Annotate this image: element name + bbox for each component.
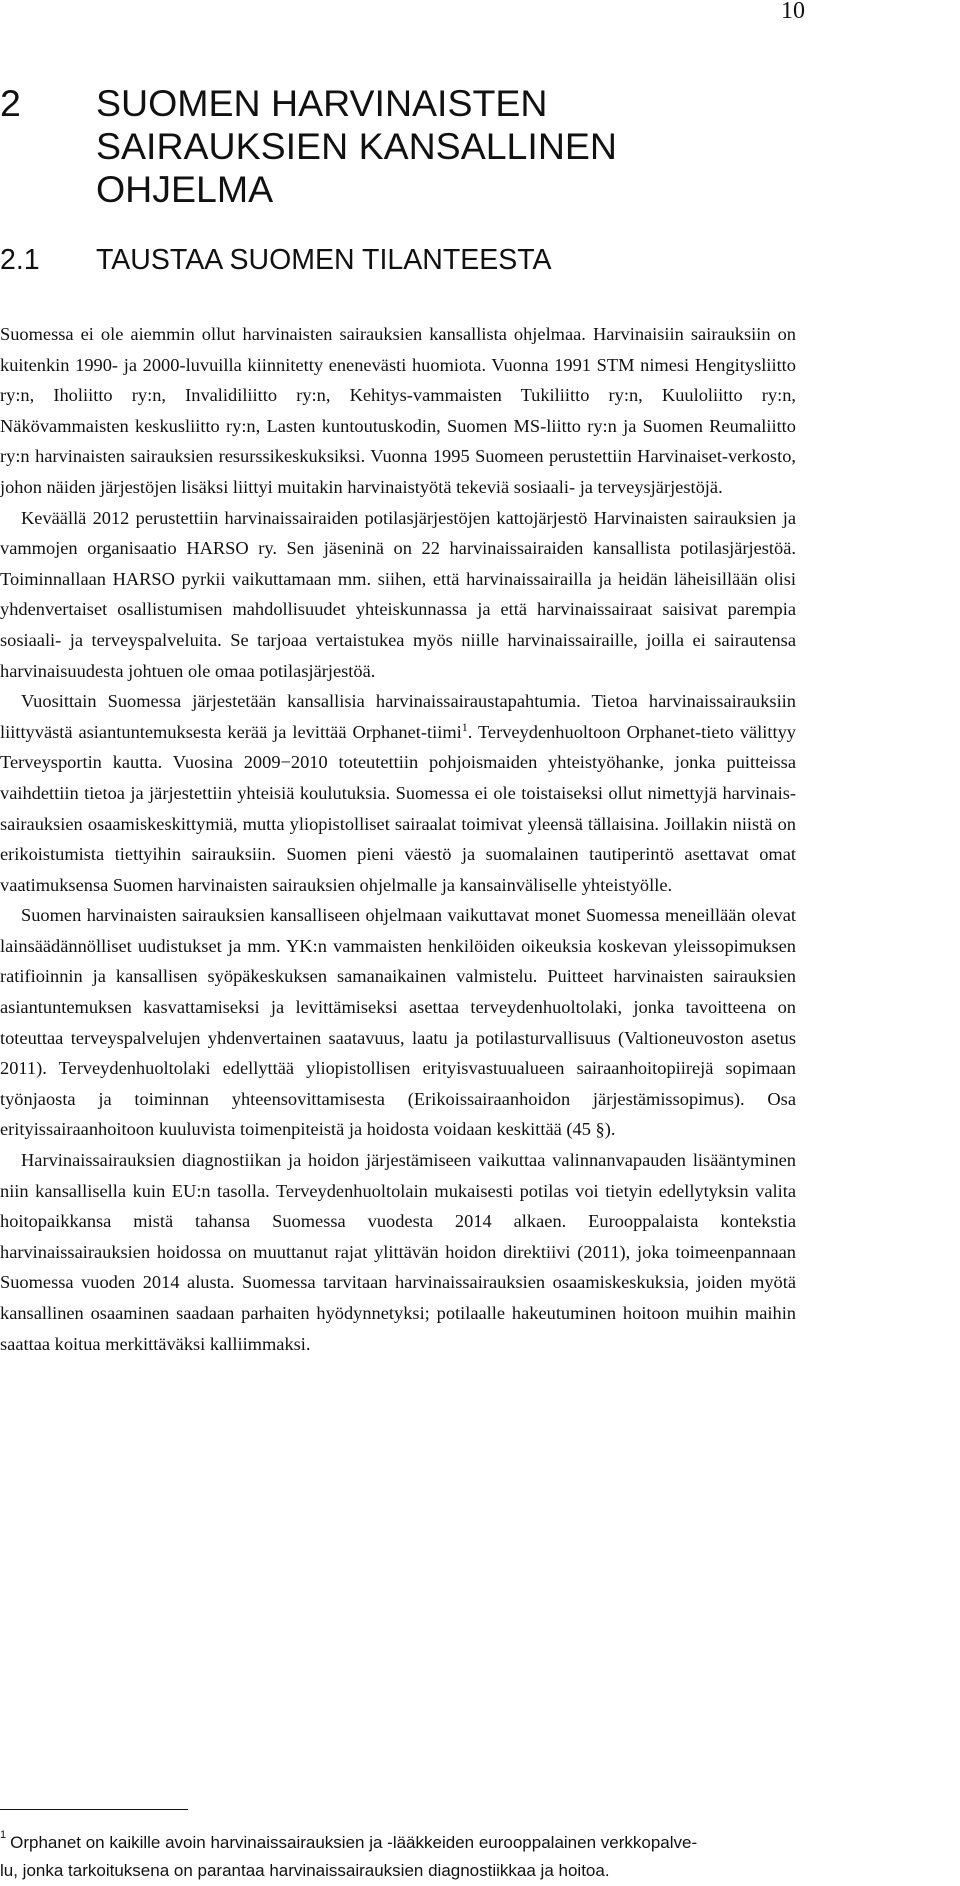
chapter-number: 2 — [0, 82, 21, 124]
body-text — [0, 319, 796, 1359]
footnote-marker: 1 — [0, 1829, 7, 1841]
page-number: 10 — [781, 0, 805, 24]
chapter-title-line: SAIRAUKSIEN KANSALLINEN — [96, 125, 618, 167]
footnote-line — [0, 1821, 796, 1857]
footnote-text: Orphanet on kaikille avoin harvinaissairauksien ja -lääkkeiden eurooppalainen verkkopalve- — [10, 1833, 698, 1852]
section-heading — [0, 243, 716, 277]
paragraph: Keväällä 2012 perustettiin harvinaissairaiden potilasjärjestöjen kattojärjestö Harvinaisten sairauksien ja vammojen organisaatio HARSO ry. Sen jäseninä on 22 harvinaissairaiden kansallista potilasjärjestöä. Toiminnallaan HARSO pyrkii vaikuttamaan mm. siihen, että harvinaissairailla ja heidän läheisillään olisi yhdenvertaiset osallistumisen mahdollisuudet yhteiskunnassa ja että harvinaissairaat saisivat parempia sosiaali- ja terveyspalveluita. Se tarjoaa vertaistukea myös niille harvinaissairaille, joilla ei sairautensa harvinaisuudesta johtuen ole omaa potilasjärjestöä. — [0, 507, 796, 681]
paragraph: Suomen harvinaisten sairauksien kansalliseen ohjelmaan vaikuttavat monet Suomessa meneillään olevat lainsäädännölliset uudistukset ja mm. YK:n vammaisten henkilöiden oikeuksia koskevan yleissopimuksen ratifioinnin ja kansallisen syöpäkeskuksen samanaikainen valmistelu. Puitteet harvinaisten sairauksien asiantuntemuksen kasvattamiseksi ja levittämiseksi asettaa terveydenhuoltolaki, jonka tavoitteena on toteuttaa terveyspalvelujen yhdenvertainen saatavuus, laatu ja potilasturvallisuus (Valtioneuvoston asetus 2011). Terveydenhuoltolaki edellyttää yliopistollisen erityisvastuualueen sairaanhoitopiirejä sopimaan työnjaosta ja toiminnan yhteensovittamisesta (Erikoissairaanhoidon järjestämissopimus). Osa erityissairaanhoitoon kuuluvista toimenpiteistä ja hoidosta voidaan keskittää (45 §). — [0, 905, 796, 1140]
paragraph-text: Vuosittain Suomessa järjestetään kansallisia harvinaissairaustapahtumia. Tietoa harvinaissairauksiin liittyvästä asiantuntemuksesta kerää ja levittää Orphanet-tiimi — [0, 691, 796, 742]
footnote — [0, 1821, 796, 1885]
paragraph-text: . Terveydenhuoltoon Orphanet-tieto välittyy Terveysportin kautta. Vuosina 2009−2010 toteutettiin pohjoismaiden yhteistyöhanke, jonka puitteissa vaihdettiin tietoa ja järjestettiin yhteisiä koulutuksia. Suomessa ei ole toistaiseksi ollut nimettyjä harvinais-sairauksien osaamiskeskittymiä, mutta yliopistolliset sairaalat toimivat yleensä tällaisina. Joillakin niistä on erikoistumista tiettyihin sairauksiin. Suomen pieni väestö ja suomalainen tautiperintö asettavat omat vaatimuksensa Suomen harvinaisten sairauksien ohjelmalle ja kansainväliselle yhteistyölle. — [0, 721, 797, 895]
footnote-line: lu, jonka tarkoituksena on parantaa harvinaissairauksien diagnostiikkaa ja hoitoa. — [0, 1861, 610, 1880]
chapter-title-line: OHJELMA — [96, 168, 274, 210]
footnote-separator — [0, 1809, 188, 1810]
section-title: TAUSTAA SUOMEN TILANTEESTA — [96, 244, 552, 276]
paragraph: Harvinaissairauksien diagnostiikan ja hoidon järjestämiseen vaikuttaa valinnanvapauden lisääntyminen niin kansallisella kuin EU:n tasolla. Terveydenhuoltolain mukaisesti potilas voi tietyin edellytyksin valita hoitopaikkansa mistä tahansa Suomessa vuodesta 2014 alkaen. Eurooppalaista kontekstia harvinaissairauksien hoidossa on muuttanut rajat ylittävän hoidon direktiivi (2011), joka toimeenpannaan Suomessa vuoden 2014 alusta. Suomessa tarvitaan harvinaissairauksien osaamiskeskuksia, joiden myötä kansallinen osaaminen saadaan parhaiten hyödynnetyksi; potilaalle hakeutuminen hoitoon muihin maihin saattaa koitua merkittäväksi kalliimmaksi. — [0, 1150, 796, 1354]
chapter-title-line: SUOMEN HARVINAISTEN — [96, 82, 548, 124]
paragraph: Suomessa ei ole aiemmin ollut harvinaisten sairauksien kansallista ohjelmaa. Harvinaisiin sairauksiin on kuitenkin 1990- ja 2000-luvuilla kiinnitetty enenevästi huomiota. Vuonna 1991 STM nimesi Hengitysliitto ry:n, Iholiitto ry:n, Invalidiliitto ry:n, Kehitys-vammaisten Tukiliitto ry:n, Kuuloliitto ry:n, Näkövammaisten keskusliitto ry:n, Lasten kuntoutuskodin, Suomen MS-liitto ry:n ja Suomen Reumaliitto ry:n harvinaisten sairauksien resurssikeskuksiksi. Vuonna 1995 Suomeen perustettiin Harvinaiset-verkosto, johon näiden järjestöjen lisäksi liittyi muitakin harvinaistyötä tekeviä sosiaali- ja terveysjärjestöjä. — [0, 324, 796, 497]
chapter-heading — [0, 82, 636, 211]
paragraph — [0, 686, 796, 900]
section-number: 2.1 — [0, 244, 40, 276]
footnote-reference[interactable]: 1 — [461, 719, 468, 734]
